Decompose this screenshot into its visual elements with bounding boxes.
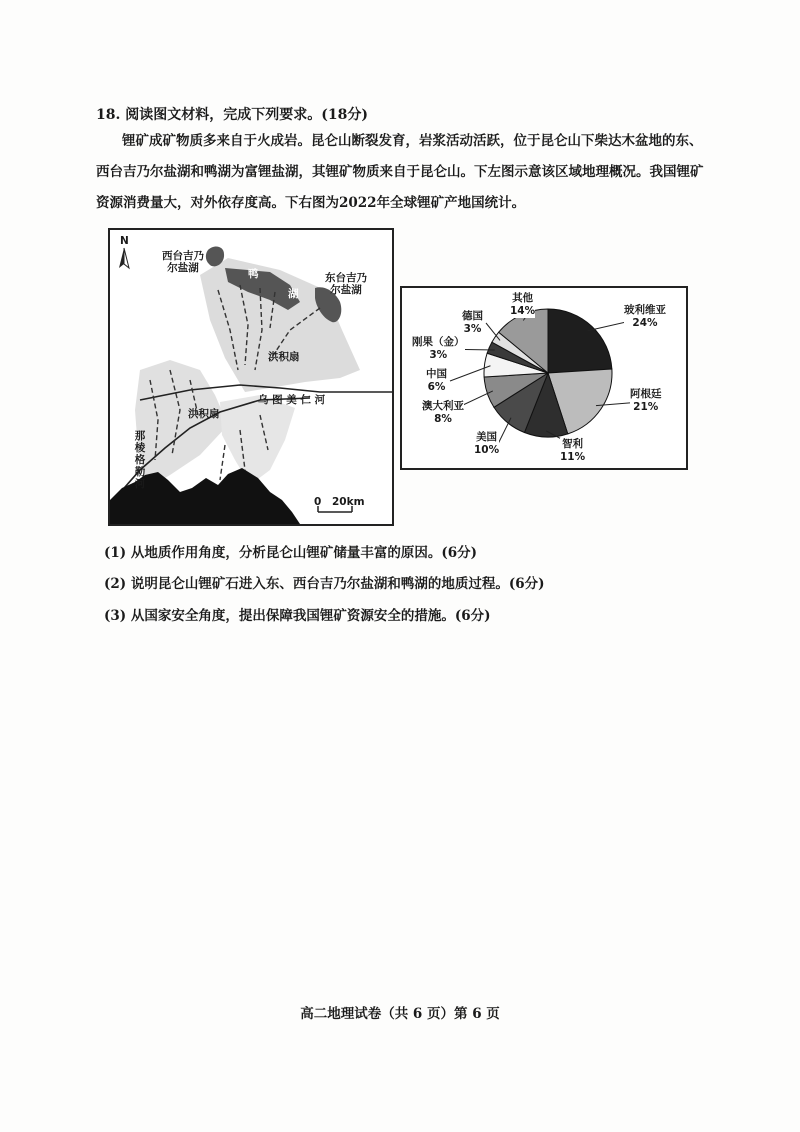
pie-label-name-3: 美国: [476, 431, 498, 443]
wutu-meiren-river-label: 乌 图 美 仁 河: [258, 394, 326, 406]
pie-label-7: [462, 310, 483, 336]
subquestion-2: (2) 说明昆仑山锂矿石进入东、西台吉乃尔盐湖和鸭湖的地质过程。(6分): [104, 576, 545, 592]
material-paragraph: 锂矿成矿物质多来自于火成岩。昆仑山断裂发育，岩浆活动活跃，位于昆仑山下柴达木盆地的东、西台吉乃尔盐湖和鸭湖为富锂盐湖，其锂矿物质来自于昆仑山。下左图示意该区域地理概况。我国锂矿资源消费量大，对外依存度高。下右图为2022年全球锂矿产地国统计。: [96, 133, 704, 211]
north-label: N: [120, 235, 129, 247]
pie-slice-0: [548, 309, 612, 373]
pie-label-8: [510, 292, 535, 318]
nalenggele-river-label: 那棱格勒河: [134, 430, 146, 490]
pie-label-value-3: 10%: [474, 444, 500, 456]
pie-label-2: [560, 438, 585, 464]
pie-label-6: [412, 336, 465, 362]
duck-lake-label-1: 鸭: [248, 268, 259, 280]
region-map: [108, 228, 394, 526]
pie-label-3: [474, 431, 499, 457]
west-lake-label: 西台吉乃 尔盐湖: [162, 250, 204, 274]
pie-label-name-4: 澳大利亚: [422, 400, 464, 412]
pie-label-4: [422, 400, 464, 426]
pie-label-value-7: 3%: [463, 323, 482, 335]
pie-label-value-4: 8%: [434, 413, 452, 425]
pie-leader-7: [486, 323, 500, 340]
page-footer: 高二地理试卷（共 6 页）第 6 页: [300, 1006, 500, 1022]
pie-leader-3: [498, 418, 511, 444]
pie-label-name-8: 其他: [512, 292, 534, 304]
pie-label-5: [426, 368, 447, 394]
pie-label-name-5: 中国: [426, 368, 447, 380]
pie-label-name-7: 德国: [462, 310, 483, 322]
subquestion-3: (3) 从国家安全角度，提出保障我国锂矿资源安全的措施。(6分): [104, 608, 491, 624]
alluvial-fan-label-1: 洪积扇: [268, 351, 300, 363]
lithium-pie-chart: [400, 286, 688, 470]
pie-label-value-1: 21%: [633, 401, 659, 413]
pie-label-name-1: 阿根廷: [630, 388, 662, 400]
pie-label-value-0: 24%: [632, 317, 658, 329]
east-lake-label: 东台吉乃 尔盐湖: [325, 272, 367, 296]
scale-unit: 20km: [332, 496, 365, 508]
scale-zero: 0: [314, 496, 322, 508]
pie-label-value-2: 11%: [560, 451, 586, 463]
north-arrow-icon: [119, 248, 129, 268]
pie-label-1: [630, 388, 662, 414]
pie-label-value-6: 3%: [429, 349, 448, 361]
duck-lake-label-2: 湖: [288, 288, 299, 300]
pie-label-name-6: 刚果（金）: [412, 336, 465, 348]
pie-label-name-0: 玻利维亚: [624, 304, 666, 316]
alluvial-fan-lower: [135, 360, 228, 488]
pie-label-value-5: 6%: [427, 381, 446, 393]
pie-label-value-8: 14%: [510, 305, 536, 317]
pie-label-0: [624, 304, 666, 330]
pie-label-name-2: 智利: [562, 438, 584, 450]
subquestion-1: (1) 从地质作用角度，分析昆仑山锂矿储量丰富的原因。(6分): [104, 545, 478, 561]
question-title: 18. 阅读图文材料，完成下列要求。(18分): [96, 107, 368, 123]
alluvial-fan-label-2: 洪积扇: [188, 408, 220, 420]
